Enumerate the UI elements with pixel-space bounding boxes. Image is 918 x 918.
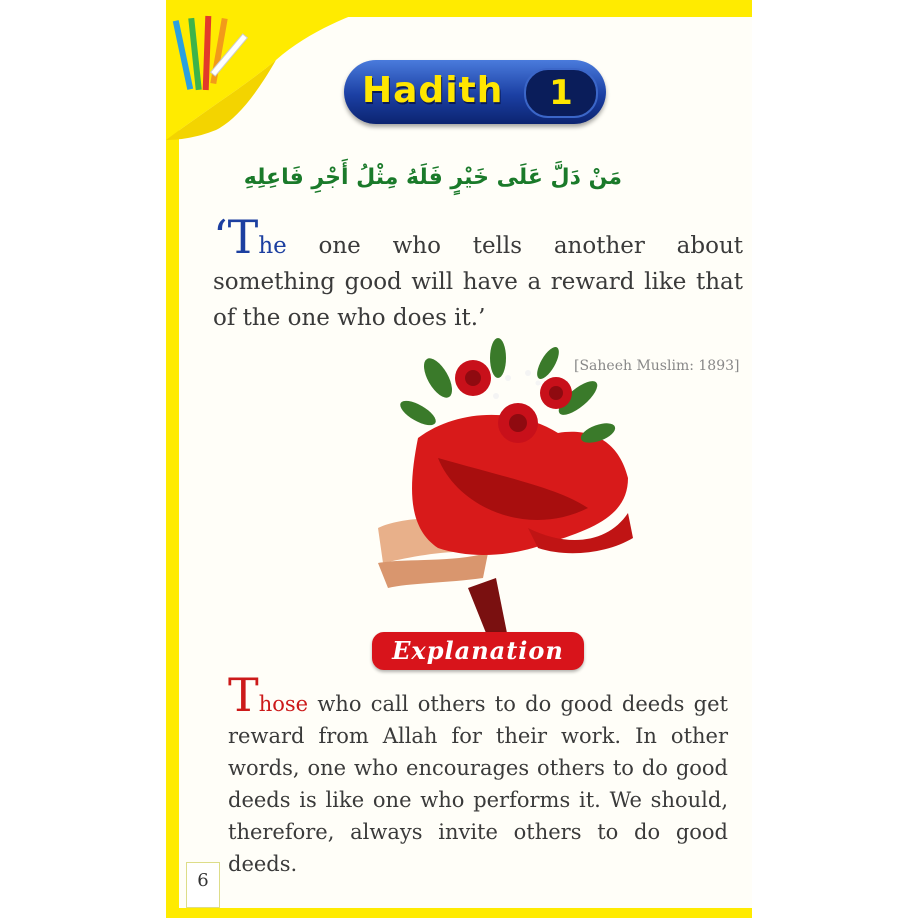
hadith-body: one who tells another about something good will have a reward like that of the one who does it.’ [213,233,743,331]
flower-bouquet-image [378,338,640,638]
bottom-border [166,908,752,918]
explanation-heading-banner [372,632,584,670]
arabic-hadith-text: مَنْ دَلَّ عَلَى خَيْرٍ فَلَهُ مِثْلُ أَجْرِ فَاعِلِهِ [243,165,622,190]
explanation-heading: Explanation [392,636,564,665]
page-number: 6 [186,862,220,908]
page-title: Hadith [362,70,504,111]
hadith-number: 1 [549,73,573,113]
hadith-number-badge [524,68,598,118]
hadith-title-banner [344,60,606,124]
explanation-lead-word: hose [258,692,309,716]
explanation-body: who call others to do good deeds get reward from Allah for their work. In other words, one who encourages others to do good deeds is like one who performs it. We should, therefore, always invite others to do good deeds. [228,692,728,876]
hadith-drop-letter: ‘T [213,210,259,264]
book-page [166,0,752,918]
hadith-translation [213,210,743,336]
hadith-reference: [Saheeh Muslim: 1893] [574,358,740,374]
explanation-text [228,668,728,880]
explanation-drop-letter: T [228,668,259,722]
hadith-lead-word: he [258,233,287,259]
